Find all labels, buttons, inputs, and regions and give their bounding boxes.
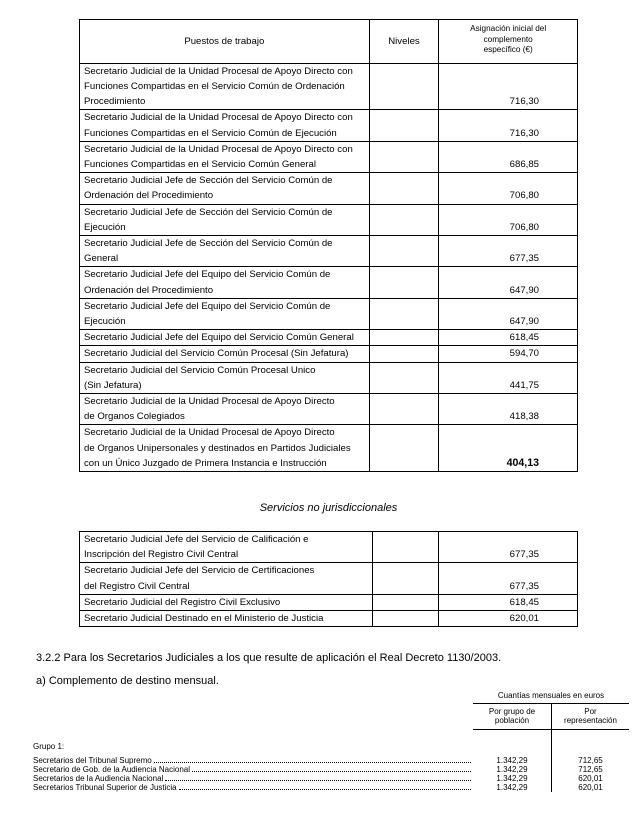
puesto-line: Funciones Compartidas en el Servicio Común General — [84, 159, 316, 170]
puesto-cell — [80, 346, 370, 362]
table-row — [33, 774, 629, 783]
table-row — [80, 298, 578, 329]
puesto-line: Secretario Judicial del Servicio Común Procesal (Sin Jefatura) — [84, 348, 349, 360]
asignacion-cell: 404,13 — [439, 425, 578, 472]
por-grupo-cell: 1.342,29 — [496, 755, 528, 765]
cargo-label-wrap — [33, 774, 473, 783]
header-niveles: Niveles — [369, 20, 439, 64]
asignacion-cell: 594,70 — [439, 346, 578, 362]
table-row — [80, 63, 578, 110]
puesto-line: (Sin Jefatura) — [84, 379, 142, 391]
asignacion-cell: 647,90 — [439, 298, 578, 329]
table-row — [80, 346, 578, 362]
nivel-cell — [369, 425, 439, 472]
puesto-line: Secretario Judicial Jefe del Equipo del Servicio Común General — [84, 332, 354, 344]
asignacion-cell: 706,80 — [439, 204, 578, 235]
group-row — [33, 742, 629, 756]
header-asignacion-line: Asignación inicial del — [470, 24, 547, 33]
table-row — [80, 141, 578, 172]
asignacion-cell: 418,38 — [439, 394, 578, 425]
puesto-line: Secretario Judicial Jefe de Sección del Servicio Común de — [84, 238, 333, 250]
puesto-line: Secretario Judicial Jefe de Sección del Servicio Común de — [84, 206, 333, 218]
table-header-row — [33, 704, 629, 730]
table-row — [80, 173, 578, 204]
puesto-cell — [80, 173, 370, 204]
table-row — [80, 611, 578, 627]
cargo-label-wrap — [33, 765, 473, 774]
cargo-label: Secretarios de la Audiencia Nacional — [33, 773, 164, 783]
table-header-row — [80, 20, 578, 64]
nivel-cell — [369, 330, 439, 346]
header-line: población — [494, 716, 530, 725]
puesto-line: Ordenación del Procedimiento — [84, 190, 214, 202]
nivel-cell — [372, 532, 438, 563]
puesto-cell — [80, 298, 370, 329]
puesto-cell — [80, 594, 373, 610]
asignacion-cell: 716,30 — [439, 63, 578, 110]
cargo-cell — [33, 765, 473, 774]
nivel-cell — [369, 141, 439, 172]
table-row — [80, 236, 578, 267]
table-row — [80, 532, 578, 563]
por-representacion-cell: 712,65 — [552, 756, 630, 765]
puesto-cell — [80, 362, 370, 393]
blank-cell — [552, 730, 630, 742]
por-representacion-cell: 620,01 — [552, 783, 630, 792]
nivel-cell — [369, 173, 439, 204]
blank-cell — [552, 742, 630, 756]
puesto-line: Secretario Judicial Jefe del Equipo del Servicio Común de — [84, 269, 331, 281]
blank-cell — [473, 730, 552, 742]
por-grupo-cell: 1.342,29 — [496, 773, 528, 783]
puesto-cell — [80, 532, 373, 563]
asignacion-cell: 677,35 — [438, 563, 577, 594]
asignacion-cell: 441,75 — [439, 362, 578, 393]
header-asignacion-line: específico (€) — [483, 45, 533, 55]
puesto-line: con un Único Juzgado de Primera Instancia e Instrucción — [84, 457, 327, 469]
puesto-cell — [80, 267, 370, 298]
puesto-line: Ordenación del Procedimiento — [84, 284, 214, 296]
table-row — [33, 756, 629, 765]
nivel-cell — [369, 394, 439, 425]
puesto-cell — [80, 330, 370, 346]
puesto-cell — [80, 141, 370, 172]
cargo-label: Secretarios Tribunal Superior de Justicia — [33, 782, 177, 792]
puesto-line: de Organos Colegiados — [84, 411, 185, 423]
header-line: representación — [564, 716, 617, 725]
por-grupo-cell: 1.342,29 — [496, 782, 528, 792]
puesto-line: Procedimiento — [84, 96, 146, 108]
puesto-line: Funciones Compartidas en el Servicio Común de Ejecución — [84, 127, 337, 139]
nivel-cell — [369, 63, 439, 110]
table-row — [80, 394, 578, 425]
nivel-cell — [369, 236, 439, 267]
table-caption-row — [33, 691, 629, 704]
puesto-cell — [80, 563, 373, 594]
puesto-line: Ejecución — [84, 221, 126, 233]
section-subtitle: a) Complemento de destino mensual. — [36, 675, 219, 687]
spacer-row — [33, 730, 629, 742]
puesto-line: Secretario Judicial Jefe de Sección del Servicio Común de — [84, 175, 333, 187]
cargo-label: Secretario de Gob. de la Audiencia Nacional — [33, 764, 190, 774]
dot-leader — [165, 779, 471, 781]
nivel-cell — [372, 563, 438, 594]
cargo-cell — [33, 756, 473, 765]
asignacion-cell: 647,90 — [439, 267, 578, 298]
puesto-line: Secretario Judicial Destinado en el Ministerio de Justicia — [84, 613, 324, 625]
puesto-line: Secretario Judicial de la Unidad Procesal de Apoyo Directo con — [84, 143, 353, 155]
complemento-destino-table — [33, 691, 629, 792]
table-row — [80, 362, 578, 393]
asignacion-cell: 686,85 — [439, 141, 578, 172]
puesto-cell — [80, 63, 370, 110]
puesto-line: Secretario Judicial Jefe del Servicio de Calificación e — [84, 534, 309, 545]
blank-cell — [33, 730, 473, 742]
nivel-cell — [372, 594, 438, 610]
puesto-line: Secretario Judicial Jefe del Servicio de Certificaciones — [84, 565, 315, 577]
asignacion-cell: 716,30 — [439, 110, 578, 141]
puesto-line: Inscripción del Registro Civil Central — [84, 549, 239, 561]
table-row — [80, 204, 578, 235]
header-puestos: Puestos de trabajo — [80, 20, 370, 64]
puesto-line: Ejecución — [84, 316, 126, 328]
dot-leader — [179, 788, 471, 790]
dot-leader — [154, 761, 471, 763]
por-representacion-cell: 712,65 — [552, 765, 630, 774]
complemento-especifico-table — [79, 19, 578, 472]
nivel-cell — [369, 346, 439, 362]
puesto-line: Funciones Compartidas en el Servicio Común de Ordenación — [84, 80, 345, 92]
puesto-line: Secretario Judicial del Servicio Común Procesal Unico — [84, 364, 316, 376]
puesto-line: Secretario Judicial de la Unidad Procesal de Apoyo Directo — [84, 396, 335, 408]
header-asignacion-line: complemento — [483, 34, 533, 44]
nivel-cell — [369, 298, 439, 329]
table-row — [80, 330, 578, 346]
puesto-line: Secretario Judicial del Registro Civil Exclusivo — [84, 596, 281, 608]
blank-cell — [33, 691, 473, 704]
asignacion-cell: 677,35 — [439, 236, 578, 267]
header-asignacion — [439, 20, 578, 64]
table-row — [80, 425, 578, 472]
header-line: Por grupo de — [488, 707, 536, 716]
blank-cell — [33, 704, 473, 730]
nivel-cell — [369, 267, 439, 298]
nivel-cell — [369, 204, 439, 235]
header-por-grupo — [473, 704, 552, 730]
puesto-line: de Organos Unipersonales y destinados en Partidos Judiciales — [84, 442, 351, 454]
section-title: 3.2.2 Para los Secretarios Judiciales a los que resulte de aplicación el Real Decreto 1130/2003. — [36, 652, 502, 664]
puesto-line: Secretario Judicial de la Unidad Procesal de Apoyo Directo con — [84, 65, 353, 77]
cargo-label: Secretarios del Tribunal Supremo — [33, 755, 152, 765]
cargo-cell — [33, 774, 473, 783]
cargo-label-wrap — [33, 756, 473, 765]
puesto-line: Secretario Judicial de la Unidad Procesal de Apoyo Directo — [84, 427, 335, 439]
puesto-line: del Registro Civil Central — [84, 580, 190, 592]
table-row — [33, 765, 629, 774]
nivel-cell — [369, 362, 439, 393]
cargo-label-wrap — [33, 783, 473, 792]
section-subheading: Servicios no jurisdiccionales — [259, 502, 398, 514]
asignacion-cell: 677,35 — [438, 532, 577, 563]
nivel-cell — [372, 611, 438, 627]
puesto-cell — [80, 204, 370, 235]
nivel-cell — [369, 110, 439, 141]
puesto-cell — [80, 425, 370, 472]
puesto-cell — [80, 611, 373, 627]
dot-leader — [192, 770, 471, 772]
puesto-cell — [80, 236, 370, 267]
puesto-line: Secretario Judicial Jefe del Equipo del Servicio Común de — [84, 300, 331, 312]
puesto-cell — [80, 394, 370, 425]
cargo-cell — [33, 783, 473, 792]
asignacion-cell: 618,45 — [438, 594, 577, 610]
blank-cell — [473, 742, 552, 756]
table-row — [80, 594, 578, 610]
puesto-cell — [80, 110, 370, 141]
asignacion-cell: 618,45 — [439, 330, 578, 346]
table-row — [33, 783, 629, 792]
asignacion-cell: 706,80 — [439, 173, 578, 204]
header-por-representacion — [552, 704, 630, 730]
group-label: Grupo 1: — [33, 741, 65, 751]
puesto-line: Secretario Judicial de la Unidad Procesal de Apoyo Directo con — [84, 112, 353, 124]
table-row — [80, 110, 578, 141]
por-representacion-cell: 620,01 — [552, 774, 630, 783]
header-line: Por — [584, 707, 597, 716]
puesto-line: General — [84, 253, 119, 265]
table-row — [80, 563, 578, 594]
asignacion-cell: 620,01 — [438, 611, 577, 627]
table-row — [80, 267, 578, 298]
table-caption: Cuantías mensuales en euros — [473, 691, 629, 704]
por-grupo-cell: 1.342,29 — [496, 764, 528, 774]
servicios-no-jurisdiccionales-table — [79, 531, 578, 627]
